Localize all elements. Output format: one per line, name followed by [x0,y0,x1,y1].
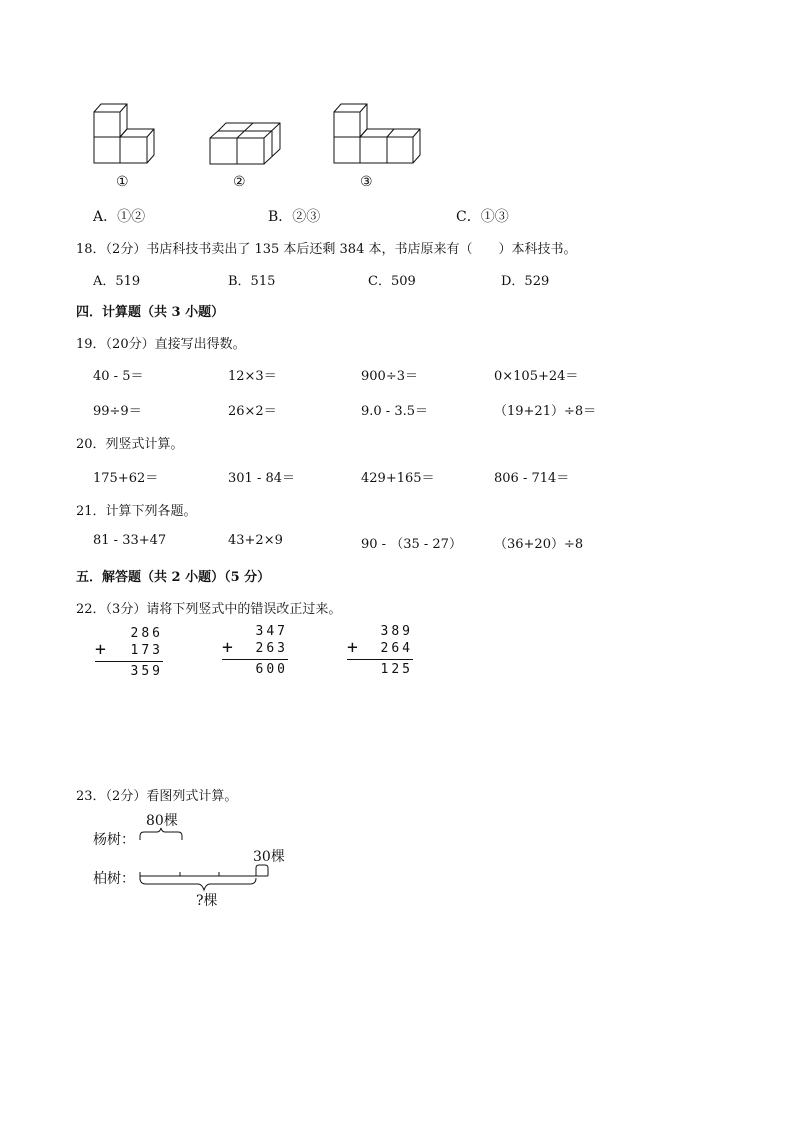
addend-top: 347 [255,624,288,639]
sum-result: 600 [255,662,288,677]
yang-value-label: 80棵 [146,813,178,829]
yang-segment [138,826,184,842]
q20-stem: 20．列竖式计算。 [76,437,184,452]
q21-stem: 21．计算下列各题。 [76,504,197,519]
cube-figure-1 [90,100,160,166]
vertical-addition-1 [95,626,163,682]
extra-value-label: 30棵 [253,849,285,865]
figure-label-2: ② [233,174,246,190]
question-label: ?棵 [196,893,218,909]
q18-option-d[interactable]: D．529 [501,274,550,289]
q19-item: 900÷3＝ [361,369,418,384]
vertical-addition-2 [222,624,288,680]
q23-stem: 23．（2分）看图列式计算。 [76,789,238,804]
q19-item: 99÷9＝ [93,404,142,419]
plus-sign: + [347,637,361,658]
q17-option-c[interactable]: C．①③ [456,209,509,225]
figure-label-1: ① [116,174,129,190]
addend-bottom: 264 [380,641,413,656]
q19-item: （19+21）÷8＝ [494,404,597,419]
q17-option-a[interactable]: A．①② [93,209,146,225]
sum-line [222,659,288,660]
q20-item: 301 - 84＝ [228,471,296,486]
q18-option-a[interactable]: A．519 [93,274,141,289]
plus-sign: + [222,637,236,658]
q19-item: 12×3＝ [228,369,277,384]
addend-bottom: 173 [130,643,163,658]
q21-item: 43+2×9 [228,533,283,548]
q19-item: 40 - 5＝ [93,369,144,384]
q21-item: （36+20）÷8 [494,537,584,552]
addend-top: 286 [130,626,163,641]
q18-option-c[interactable]: C．509 [368,274,416,289]
q21-item: 90 - （35 - 27） [361,537,462,552]
q20-item: 175+62＝ [93,471,159,486]
cube-figure-2 [206,118,282,168]
q19-item: 0×105+24＝ [494,369,579,384]
q19-item: 26×2＝ [228,404,277,419]
sum-line [95,661,163,662]
cube-figure-3 [330,100,422,166]
q21-item: 81 - 33+47 [93,533,167,548]
yang-label: 杨树： [93,832,135,848]
plus-sign: + [95,639,109,660]
q18-stem: 18．（2分）书店科技书卖出了 135 本后还剩 384 本，书店原来有（ ）本科技书。 [76,242,577,257]
q18-option-b[interactable]: B．515 [228,274,276,289]
bai-segment [138,860,272,894]
q22-stem: 22．（3分）请将下列竖式中的错误改正过来。 [76,602,342,617]
figure-label-3: ③ [360,174,373,190]
q20-item: 806 - 714＝ [494,471,570,486]
q19-stem: 19．（20分）直接写出得数。 [76,337,246,352]
addend-bottom: 263 [255,641,288,656]
sum-result: 125 [380,662,413,677]
sum-result: 359 [130,664,163,679]
q19-item: 9.0 - 3.5＝ [361,404,429,419]
vertical-addition-3 [347,624,413,680]
section-5-title: 五．解答题（共 2 小题）（5 分） [76,570,271,585]
section-4-title: 四．计算题（共 3 小题） [76,305,225,320]
addend-top: 389 [380,624,413,639]
bai-label: 柏树： [93,871,135,887]
q20-item: 429+165＝ [361,471,435,486]
q17-option-b[interactable]: B．②③ [268,209,321,225]
sum-line [347,659,413,660]
